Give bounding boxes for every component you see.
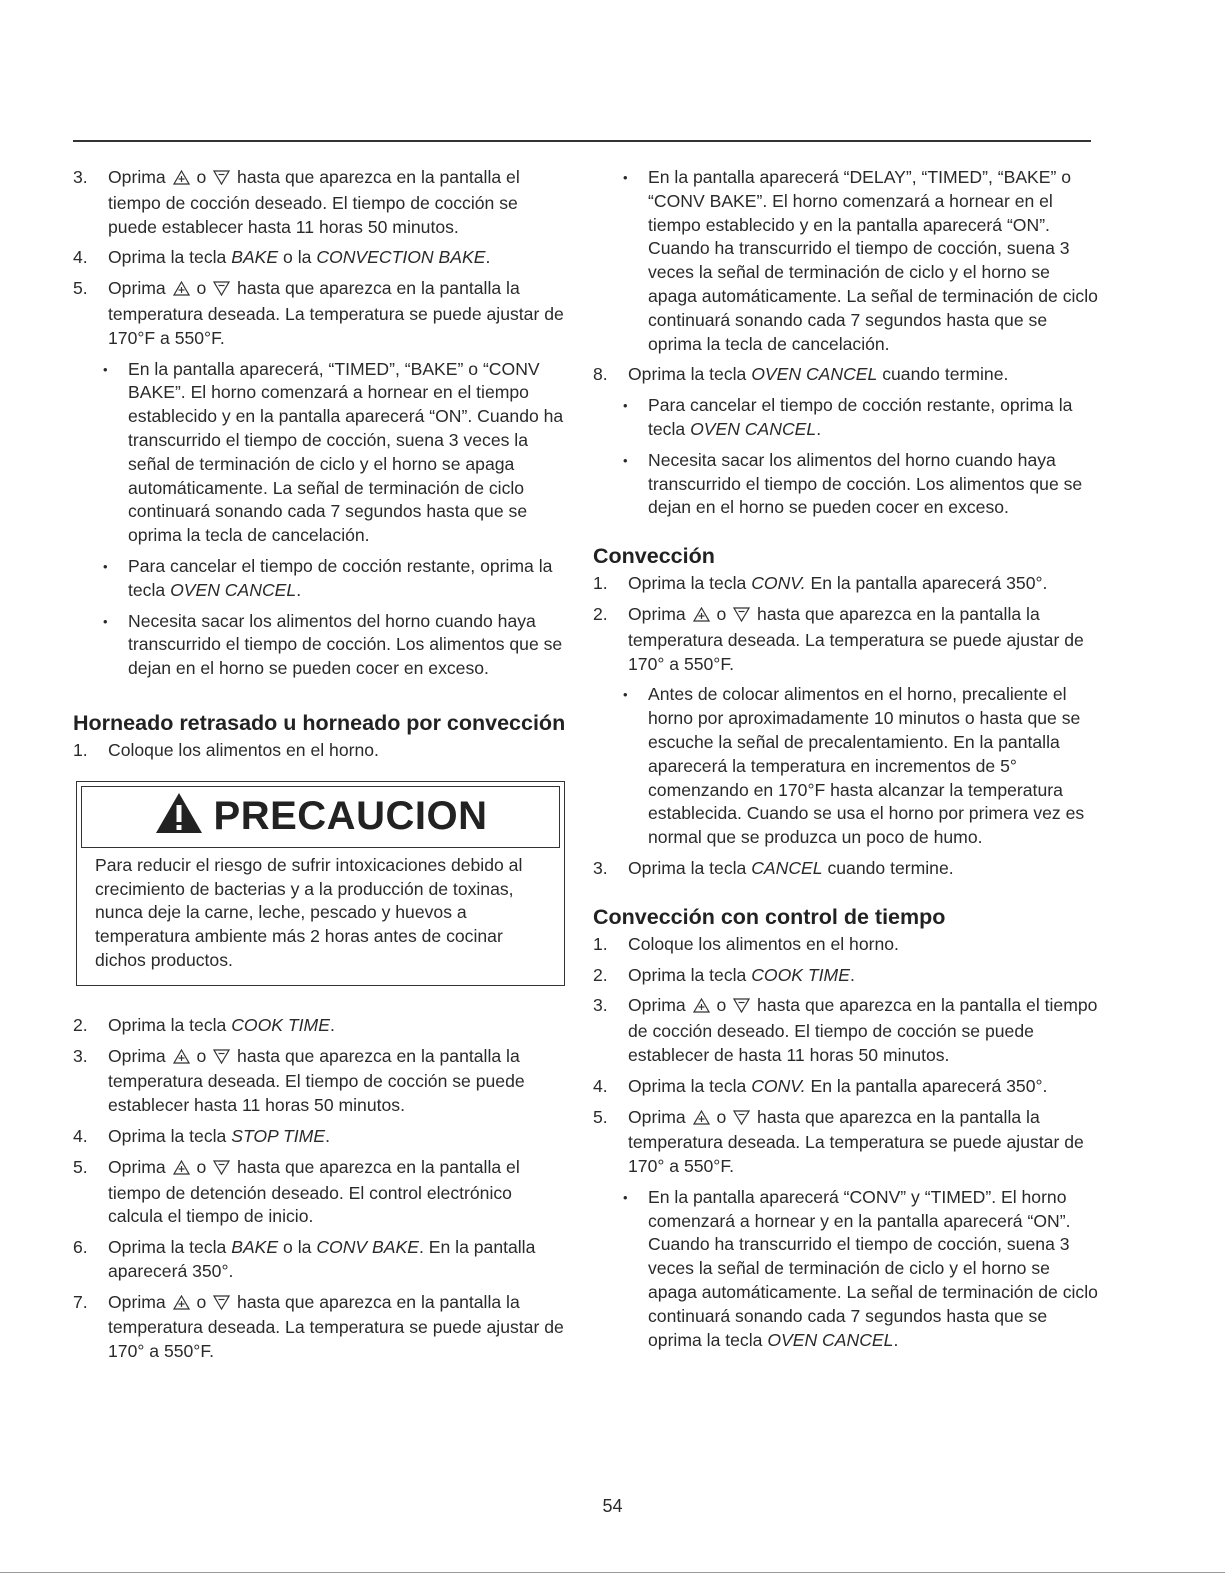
up-arrow-icon xyxy=(173,1293,190,1317)
step-number: 2. xyxy=(73,1014,88,1035)
step-number: 3. xyxy=(73,167,88,187)
step-item: 6. Oprima la tecla BAKE o la CONV BAKE. En la pantalla aparecerá 350°. xyxy=(73,1237,536,1281)
step-item: 4. Oprima la tecla BAKE o la CONVECTION BAKE. xyxy=(73,246,568,270)
bullet-item: • Necesita sacar los alimentos del horno cuando haya transcurrido el tiempo de cocción. Los alimentos que se dejan en el horno se pueden cocer en exceso. xyxy=(73,610,568,681)
up-arrow-icon xyxy=(693,605,710,629)
key-name: CONV BAKE xyxy=(316,1237,419,1258)
step-item: 3. Oprima la tecla CANCEL cuando termine. xyxy=(593,857,1098,881)
top-rule xyxy=(73,140,1091,142)
key-name: CONVECTION BAKE xyxy=(316,247,486,268)
down-arrow-icon xyxy=(733,996,750,1020)
up-arrow-icon xyxy=(693,1108,710,1132)
bullet-item: • En la pantalla aparecerá “DELAY”, “TIMED”, “BAKE” o “CONV BAKE”. El horno comenzará a hornear en el tiempo establecido y en la pantalla aparecerá “ON”. Cuando ha transcurrido el tiempo de cocción, suena 3 veces la señal de terminación de ciclo y el horno se apaga automáticamente. La señal de terminación de ciclo continuará sonando cada 7 segundos hasta que se oprima la tecla de cancelación. xyxy=(593,166,1098,356)
caution-text: Para reducir el riesgo de sufrir intoxicaciones debido al crecimiento de bacterias y a la producción de toxinas, nunca deje la carne, leche, pescado y huevos a temperatura ambiente más 2 horas antes de cocinar dichos productos. xyxy=(95,854,523,970)
step-item: 1. Oprima la tecla CONV. En la pantalla aparecerá 350°. xyxy=(593,572,1098,596)
step-item: 5. Oprima o hasta que aparezca en la pantalla la temperatura deseada. La temperatura se puede ajustar de 170° a 550°F. xyxy=(593,1106,1084,1177)
step-number: 1. xyxy=(73,739,88,760)
key-name: STOP TIME xyxy=(231,1125,326,1146)
key-name: OVEN CANCEL xyxy=(690,418,817,439)
key-name: OVEN CANCEL xyxy=(751,364,878,385)
section-heading: Convección xyxy=(593,544,715,569)
caution-header xyxy=(81,786,560,848)
warning-triangle-icon xyxy=(154,791,204,842)
step-number: 4. xyxy=(593,1075,608,1096)
step-number: 8. xyxy=(593,364,608,385)
up-arrow-icon xyxy=(173,279,190,303)
step-number: 5. xyxy=(73,1156,88,1177)
step-number: 5. xyxy=(73,278,88,299)
up-arrow-icon xyxy=(693,996,710,1020)
step-number: 1. xyxy=(593,933,608,954)
down-arrow-icon xyxy=(213,1158,230,1182)
step-item: 3. Oprima o hasta que aparezca en la pantalla el tiempo de cocción deseado. El tiempo de cocción se puede establecer hasta 11 horas 50 minutos. xyxy=(73,167,520,237)
caution-title: PRECAUCION xyxy=(213,793,488,838)
step-item: 2. Oprima la tecla COOK TIME. xyxy=(73,1014,568,1038)
page-number: 54 xyxy=(602,1496,623,1516)
section-heading: Horneado retrasado u horneado por convección xyxy=(73,710,566,735)
step-item: 1. Coloque los alimentos en el horno. xyxy=(73,739,568,763)
key-name: OVEN CANCEL xyxy=(767,1329,894,1350)
step-item: 3. Oprima o hasta que aparezca en la pantalla el tiempo de cocción deseado. El tiempo de cocción se puede establecer de hasta 11 horas 50 minutos. xyxy=(593,995,1098,1065)
bullet-item: • Necesita sacar los alimentos del horno cuando haya transcurrido el tiempo de cocción. Los alimentos que se dejan en el horno se pueden cocer en exceso. xyxy=(593,449,1098,520)
bullet-item: • En la pantalla aparecerá, “TIMED”, “BAKE” o “CONV BAKE”. El horno comenzará a hornear en el tiempo establecido y en la pantalla aparecerá “ON”. Cuando ha transcurrido el tiempo de cocción, suena 3 veces la señal de terminación de ciclo y el horno se apaga automáticamente. La señal de terminación de ciclo continuará sonando cada 7 segundos hasta que se oprima la tecla de cancelación. xyxy=(73,358,568,548)
step-number: 3. xyxy=(73,1045,88,1066)
down-arrow-icon xyxy=(733,605,750,629)
bullet-item: • Para cancelar el tiempo de cocción restante, oprima la tecla OVEN CANCEL. xyxy=(73,555,568,603)
key-name: CONV. xyxy=(751,1075,806,1096)
step-item: 8. Oprima la tecla OVEN CANCEL cuando termine. xyxy=(593,363,1098,387)
key-name: COOK TIME xyxy=(231,1014,330,1035)
up-arrow-icon xyxy=(173,168,190,192)
step-item: 2. Oprima o hasta que aparezca en la pantalla la temperatura deseada. La temperatura se puede ajustar de 170° a 550°F. xyxy=(593,603,1084,674)
step-item: 4. Oprima la tecla STOP TIME. xyxy=(73,1125,568,1149)
step-number: 3. xyxy=(593,995,608,1016)
step-number: 6. xyxy=(73,1237,88,1258)
step-number: 2. xyxy=(593,603,608,624)
down-arrow-icon xyxy=(213,1047,230,1071)
step-number: 4. xyxy=(73,1125,88,1146)
key-name: BAKE xyxy=(231,1237,279,1258)
step-item: 5. Oprima o hasta que aparezca en la pantalla el tiempo de detención deseado. El control electrónico calcula el tiempo de inicio. xyxy=(73,1156,520,1227)
key-name: BAKE xyxy=(231,247,279,268)
step-number: 1. xyxy=(593,573,608,594)
bottom-rule xyxy=(0,1572,1225,1573)
key-name: COOK TIME xyxy=(751,964,850,985)
step-number: 3. xyxy=(593,857,608,878)
up-arrow-icon xyxy=(173,1158,190,1182)
key-name: OVEN CANCEL xyxy=(170,579,297,600)
step-item: 4. Oprima la tecla CONV. En la pantalla aparecerá 350°. xyxy=(593,1075,1098,1099)
bullet-item: • Antes de colocar alimentos en el horno, precaliente el horno por aproximadamente 10 minutos o hasta que se escuche la señal de precalentamiento. En la pantalla aparecerá la temperatura en incrementos de 5° comenzando en 170°F hasta alcanzar la temperatura establecida. Cuando se usa el horno por primera vez es normal que se produzca un poco de humo. xyxy=(593,683,1098,850)
step-item: 2. Oprima la tecla COOK TIME. xyxy=(593,964,1098,988)
bullet-item: • Para cancelar el tiempo de cocción restante, oprima la tecla OVEN CANCEL. xyxy=(593,394,1098,442)
key-name: CONV. xyxy=(751,573,806,594)
caution-box xyxy=(76,781,565,986)
right-column xyxy=(593,166,1098,1359)
step-number: 2. xyxy=(593,964,608,985)
step-number: 4. xyxy=(73,247,88,268)
section-heading: Convección con control de tiempo xyxy=(593,904,946,929)
step-item: 1. Coloque los alimentos en el horno. xyxy=(593,933,1098,957)
step-item: 3. Oprima o hasta que aparezca en la pantalla la temperatura deseada. El tiempo de cocción se puede establecer hasta 11 horas 50 minutos. xyxy=(73,1045,525,1116)
step-number: 5. xyxy=(593,1106,608,1127)
bullet-item: • En la pantalla aparecerá “CONV” y “TIMED”. El horno comenzará a hornear y en la pantalla aparecerá “ON”. Cuando ha transcurrido el tiempo de cocción, suena 3 veces la señal de terminación de ciclo y el horno se apaga automáticamente. La señal de terminación de ciclo continuará sonando cada 7 segundos hasta que se oprima la tecla OVEN CANCEL. xyxy=(593,1186,1098,1353)
up-arrow-icon xyxy=(173,1047,190,1071)
step-item: 7. Oprima o hasta que aparezca en la pantalla la temperatura deseada. La temperatura se puede ajustar de 170° a 550°F. xyxy=(73,1291,564,1362)
step-number: 7. xyxy=(73,1291,88,1312)
down-arrow-icon xyxy=(733,1108,750,1132)
left-column xyxy=(73,166,568,1371)
down-arrow-icon xyxy=(213,279,230,303)
down-arrow-icon xyxy=(213,168,230,192)
key-name: CANCEL xyxy=(751,857,823,878)
step-item: 5. Oprima o hasta que aparezca en la pantalla la temperatura deseada. La temperatura se puede ajustar de 170°F a 550°F. xyxy=(73,278,564,348)
down-arrow-icon xyxy=(213,1293,230,1317)
